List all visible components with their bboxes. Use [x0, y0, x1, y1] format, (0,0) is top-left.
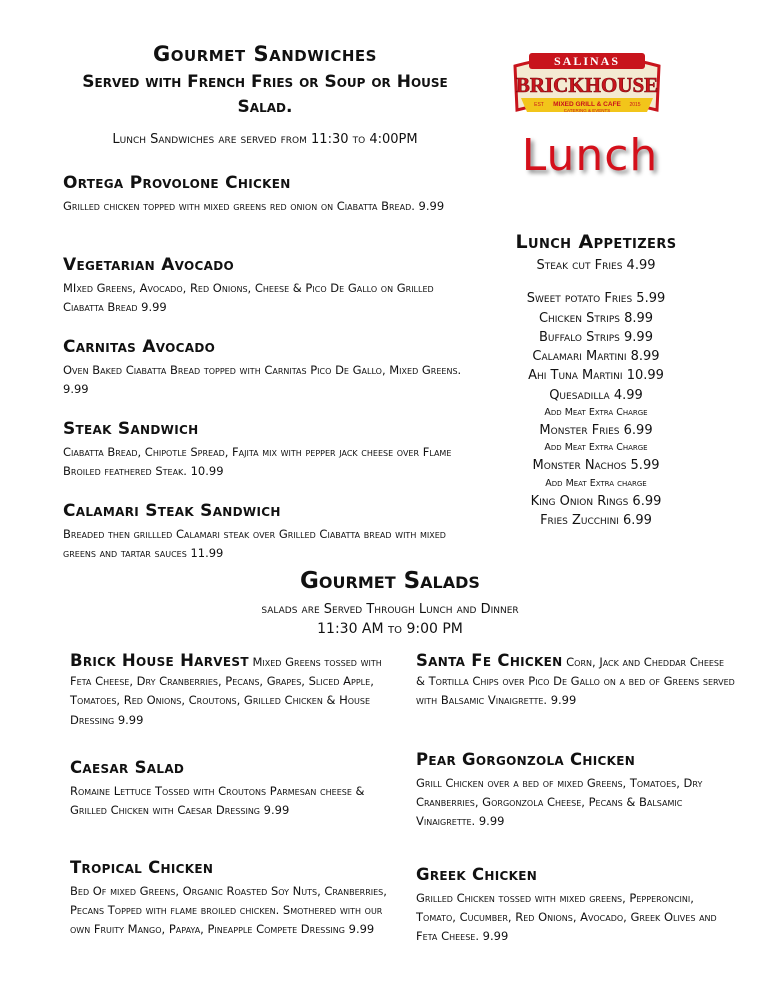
- appetizer-item: Monster Nachos 5.99: [532, 458, 660, 474]
- logo-est: EST: [534, 102, 544, 108]
- appetizer-item: Monster Fries 6.99: [539, 423, 653, 439]
- logo-tagline: MIXED GRILL & CAFE: [553, 101, 621, 108]
- item-description: MIxed Greens, Avocado, Red Onions, Cheese & Pico De Gallo on Grilled Ciabatta Bread 9.99: [63, 281, 434, 314]
- appetizer-item: Calamari Martini 8.99: [532, 349, 660, 365]
- item-name: Caesar Salad: [70, 758, 185, 777]
- menu-item: [63, 500, 473, 563]
- salads-title: Gourmet Salads: [300, 568, 480, 594]
- logo-sub-tagline: CATERING & EVENTS: [563, 108, 611, 113]
- appetizer-item: Fries Zucchini 6.99: [540, 512, 652, 528]
- appetizer-item: Quesadilla 4.99: [549, 387, 643, 403]
- item-name: Ortega Provolone Chicken: [63, 173, 291, 193]
- appetizers-section: [476, 230, 716, 530]
- item-name: Tropical Chicken: [70, 858, 214, 877]
- item-description: Oven Baked Ciabatta Bread topped with Carnitas Pico De Gallo, Mixed Greens. 9.99: [63, 363, 462, 396]
- menu-item: [70, 857, 390, 940]
- item-name: Steak Sandwich: [63, 419, 199, 439]
- menu-item: [70, 757, 390, 820]
- item-name: Brick House Harvest: [70, 651, 249, 670]
- logo-year: 2015: [629, 102, 641, 108]
- lunch-heading: Lunch: [521, 130, 659, 181]
- salads-header: [200, 566, 580, 640]
- menu-item: [416, 749, 736, 832]
- item-description: Bed Of mixed Greens, Organic Roasted Soy Nuts, Cranberries, Pecans Topped with flame broiled chicken. Smothered with our own Fruity Mango, Papaya, Pineapple Compete Dressing 9.99: [70, 884, 387, 937]
- salads-hours: 11:30 AM to 9:00 PM: [317, 621, 463, 637]
- appetizer-note: Add Meat Extra charge: [545, 477, 647, 489]
- item-name: Calamari Steak Sandwich: [63, 501, 281, 521]
- item-description: Grilled Chicken tossed with mixed greens, Pepperoncini, Tomato, Cucumber, Red Onions, Avocado, Greek Olives and Feta Cheese. 9.99: [416, 891, 717, 944]
- item-description: Grill Chicken over a bed of mixed Greens, Tomatoes, Dry Cranberries, Gorgonzola Cheese, Pecans & Balsamic Vinaigrette. 9.99: [416, 776, 703, 829]
- item-name: Vegetarian Avocado: [63, 255, 234, 275]
- appetizer-item: Ahi Tuna Martini 10.99: [528, 368, 664, 384]
- item-name: Greek Chicken: [416, 865, 538, 884]
- logo-main-text: BRICKHOUSE: [515, 73, 659, 97]
- menu-item: [63, 172, 473, 216]
- item-description: Corn, Jack and Cheddar Cheese & Tortilla Chips over Pico De Gallo on a bed of Greens served with Balsamic Vinaigrette. 9.99: [416, 655, 735, 708]
- logo-top-text: SALINAS: [553, 54, 621, 68]
- appetizer-item: Sweet potato Fries 5.99: [526, 291, 666, 307]
- item-description: Grilled chicken topped with mixed greens red onion on Ciabatta Bread. 9.99: [63, 199, 445, 213]
- appetizer-item: Steak cut Fries 4.99: [536, 258, 656, 273]
- menu-item: [416, 650, 736, 711]
- item-description: Breaded then grillled Calamari steak over Grilled Ciabatta bread with mixed greens and tartar sauces 11.99: [63, 527, 446, 560]
- appetizer-note: Add Meat Extra Charge: [544, 442, 648, 454]
- appetizer-item: Buffalo Strips 9.99: [539, 329, 653, 345]
- item-description: Romaine Lettuce Tossed with Croutons Parmesan cheese & Grilled Chicken with Caesar Dressing 9.99: [70, 784, 365, 818]
- brickhouse-logo: [507, 48, 667, 128]
- menu-item: [63, 254, 473, 317]
- appetizers-title: Lunch Appetizers: [515, 231, 677, 253]
- menu-item: [416, 864, 736, 947]
- salads-subtitle: salads are Served Through Lunch and Dinner: [261, 602, 519, 617]
- sandwiches-header: [40, 40, 490, 149]
- item-name: Pear Gorgonzola Chicken: [416, 750, 636, 769]
- appetizer-item: Chicken Strips 8.99: [538, 310, 654, 326]
- appetizer-item: King Onion Rings 6.99: [530, 493, 662, 509]
- sandwiches-title: Gourmet Sandwiches: [153, 42, 377, 66]
- item-name: Carnitas Avocado: [63, 337, 216, 357]
- menu-item: [70, 650, 390, 730]
- item-name: Santa Fe Chicken: [416, 651, 563, 670]
- menu-item: [63, 336, 473, 399]
- sandwiches-hours-note: Lunch Sandwiches are served from 11:30 to 4:00PM: [112, 132, 418, 147]
- item-description: Mixed Greens tossed with Feta Cheese, Dry Cranberries, Pecans, Grapes, Sliced Apple, Tomatoes, Red Onions, Croutons, Grilled Chicken & House Dressing 9.99: [70, 655, 382, 727]
- menu-item: [63, 418, 473, 481]
- sandwiches-subtitle: Served with French Fries or Soup or House Salad.: [82, 72, 448, 117]
- item-description: Ciabatta Bread, Chipotle Spread, Fajita mix with pepper jack cheese over Flame Broiled feathered Steak. 10.99: [63, 445, 452, 478]
- appetizer-note: Add Meat Extra Charge: [544, 407, 648, 419]
